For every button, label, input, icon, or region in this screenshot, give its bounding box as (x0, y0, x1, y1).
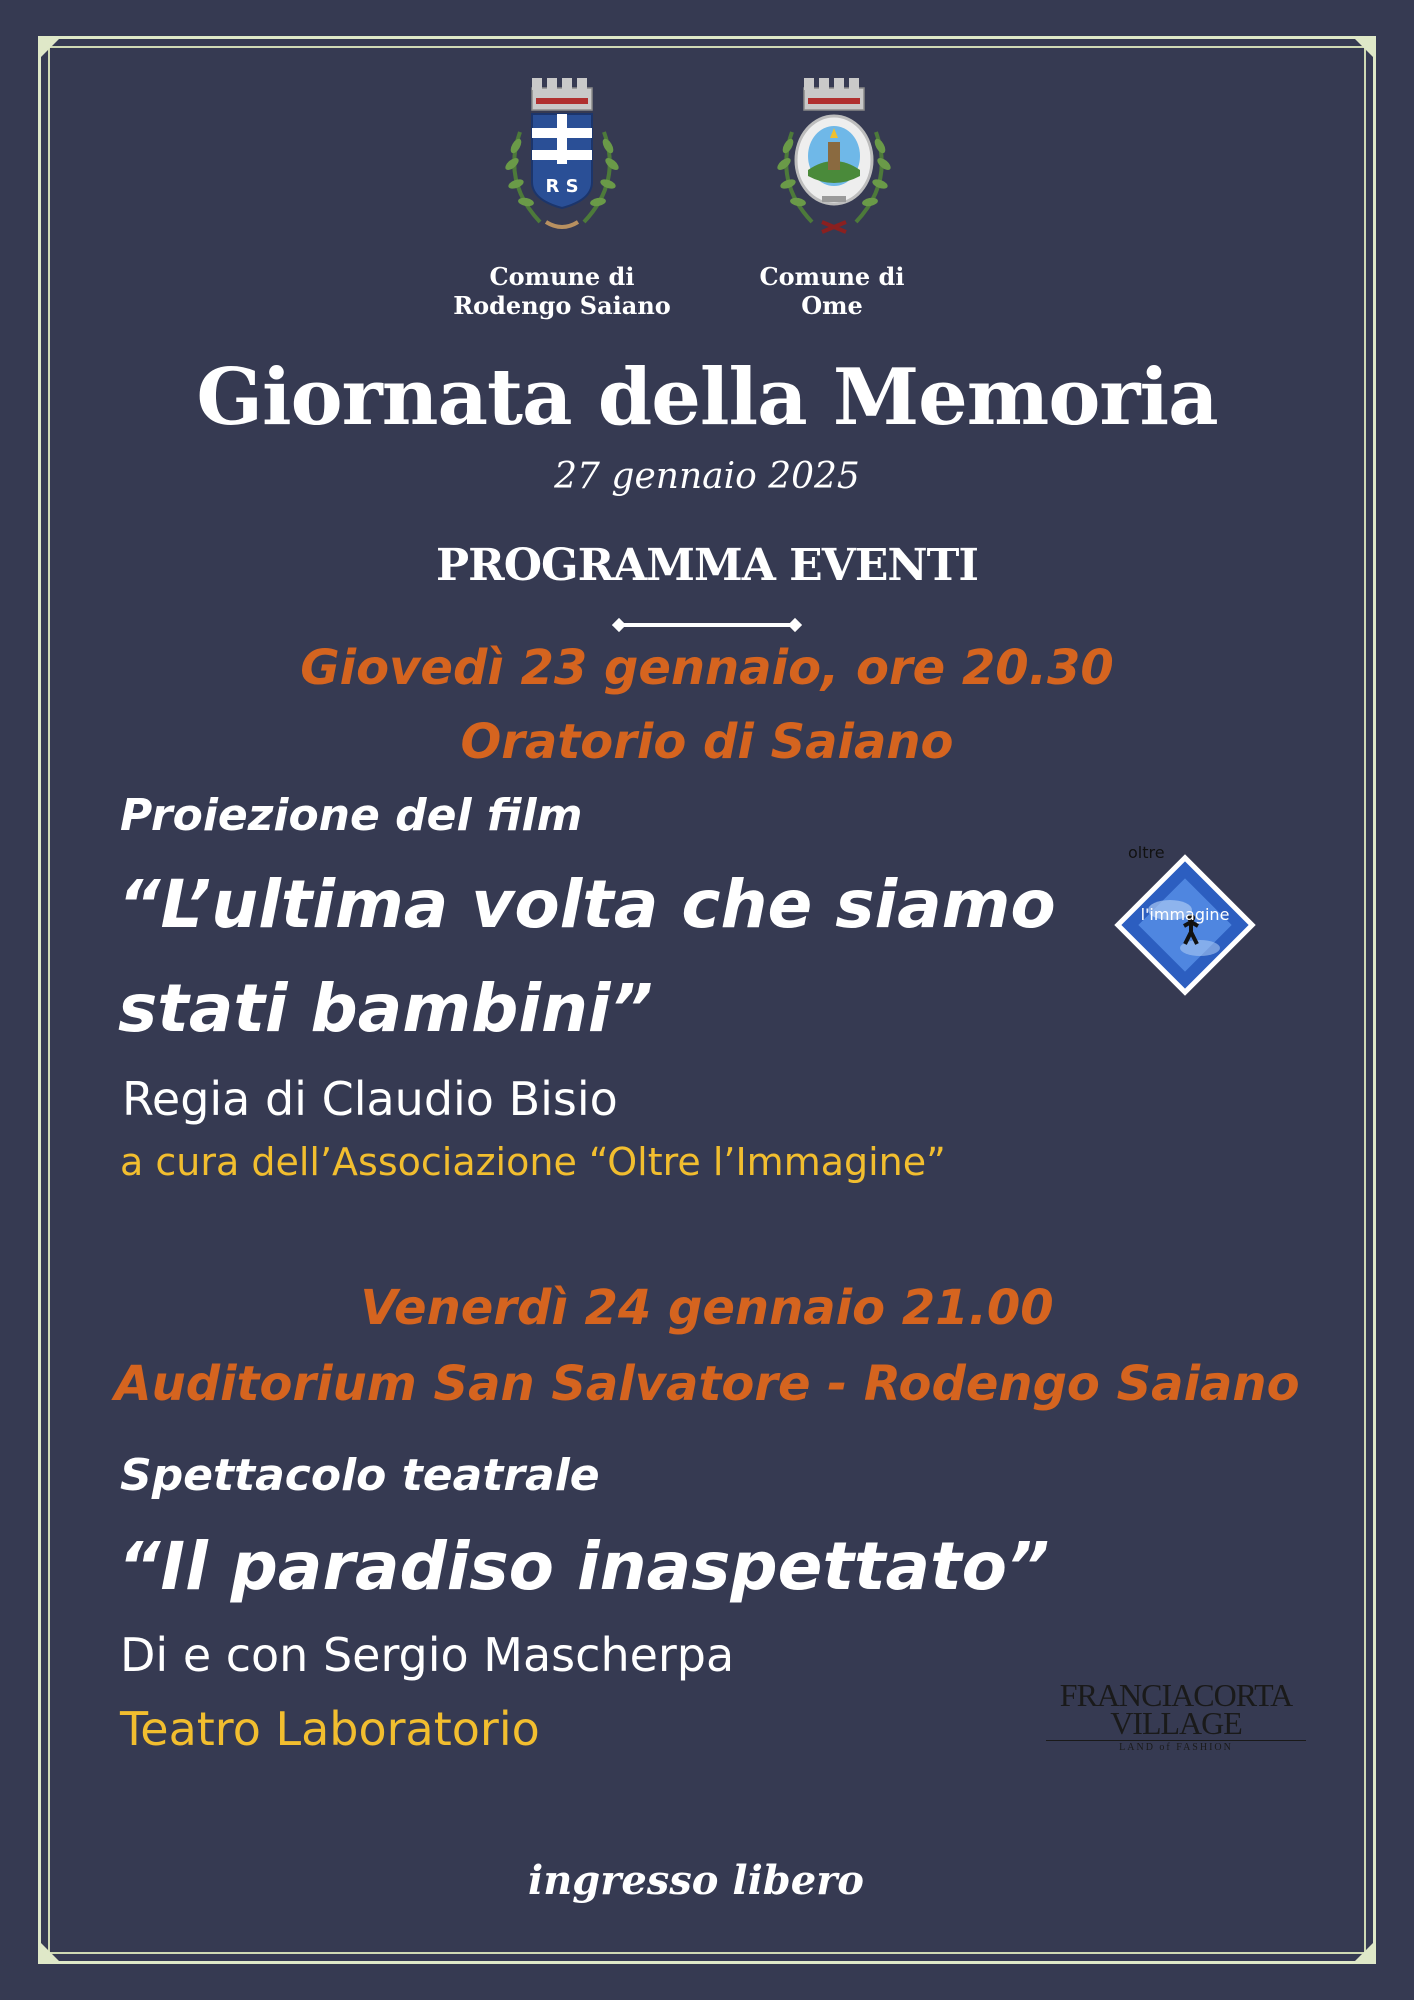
event1-title-line2: stati bambini” (118, 970, 654, 1047)
sponsor-line1: FRANCIACORTA (1059, 1677, 1293, 1713)
frame-corner (38, 36, 62, 60)
event1-kind: Proiezione del film (120, 790, 583, 841)
comune2-line2: Ome (801, 291, 863, 320)
event2-author: Di e con Sergio Mascherpa (120, 1628, 735, 1682)
event1-organizer: a cura dell’Associazione “Oltre l’Immagine” (120, 1140, 946, 1184)
comune2-line1: Comune di (759, 262, 905, 291)
event2-company: Teatro Laboratorio (120, 1702, 540, 1756)
frame-corner (1352, 36, 1376, 60)
event2-kind: Spettacolo teatrale (120, 1450, 600, 1501)
sponsor-line2: VILLAGE (1110, 1705, 1242, 1741)
svg-text:R S: R S (545, 176, 579, 197)
event1-title-line1: “L’ultima volta che siamo (118, 866, 1056, 943)
ome-crest-icon (752, 72, 916, 244)
event2-where: Auditorium San Salvatore - Rodengo Saiano (114, 1356, 1300, 1412)
ingresso-libero: ingresso libero (528, 1857, 864, 1904)
event1-when: Giovedì 23 gennaio, ore 20.30 (300, 640, 1114, 696)
franciacorta-village-logo (1046, 1677, 1306, 1753)
heading-divider (612, 617, 802, 633)
sponsor-sub: LAND of FASHION (1046, 1740, 1306, 1753)
oltre-limmagine-logo (1100, 840, 1270, 1010)
comune1-line1: Comune di (489, 262, 635, 291)
frame-corner (1352, 1940, 1376, 1964)
page-title: Giornata della Memoria (196, 352, 1218, 443)
frame-corner (38, 1940, 62, 1964)
event1-director: Regia di Claudio Bisio (122, 1072, 618, 1126)
svg-text:l'immagine: l'immagine (1140, 905, 1230, 924)
comune2-label (702, 262, 962, 320)
event-date: 27 gennaio 2025 (554, 456, 860, 497)
program-heading: PROGRAMMA EVENTI (436, 540, 978, 591)
rodengo-saiano-crest-icon (480, 72, 644, 244)
event1-where: Oratorio di Saiano (460, 714, 954, 770)
svg-text:oltre: oltre (1128, 843, 1165, 862)
comune1-label (432, 262, 692, 320)
event2-title: “Il paradiso inaspettato” (118, 1528, 1050, 1605)
event2-when: Venerdì 24 gennaio 21.00 (360, 1280, 1054, 1336)
comune1-line2: Rodengo Saiano (453, 291, 671, 320)
